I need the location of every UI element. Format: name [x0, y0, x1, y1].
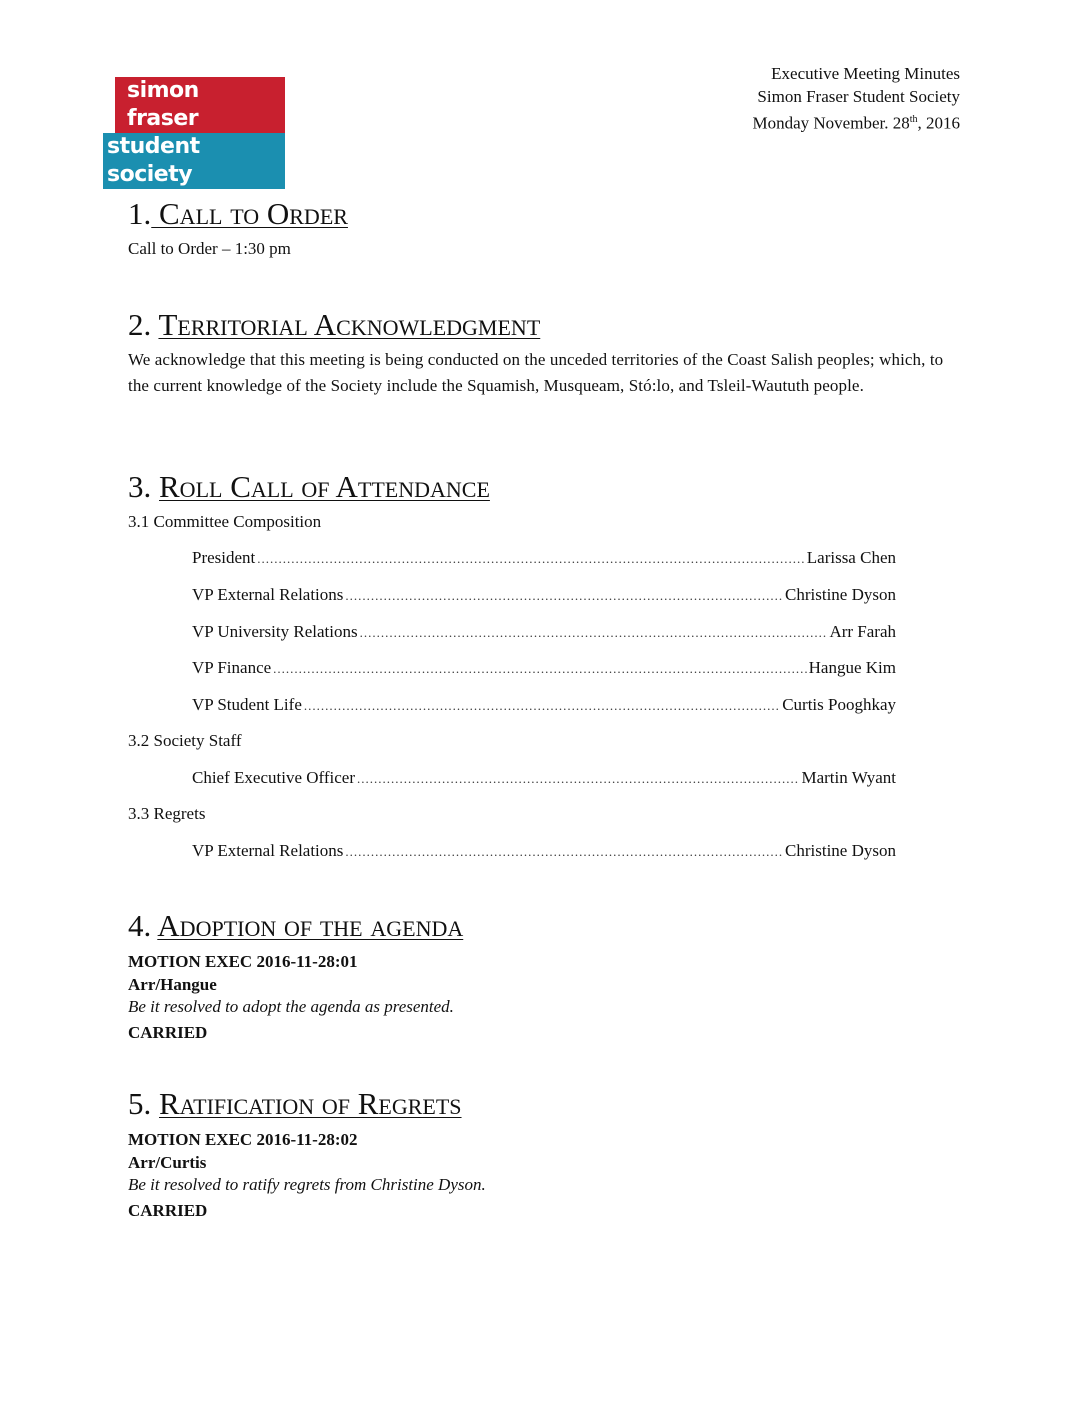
logo-line-1: simon fraser	[115, 77, 285, 133]
regrets-heading: 3.3 Regrets	[128, 804, 206, 823]
motion-result: CARRIED	[128, 1023, 208, 1042]
attendance-row	[192, 767, 896, 790]
motion-movers: Arr/Curtis	[128, 1153, 207, 1172]
attendance-name: Martin Wyant	[801, 768, 896, 787]
meeting-date: Monday November. 28th, 2016	[752, 113, 960, 133]
motion-result: CARRIED	[128, 1201, 208, 1220]
attendance-name: Christine Dyson	[785, 841, 896, 860]
attendance-name: Hangue Kim	[808, 658, 896, 677]
logo-line-2: student society	[103, 133, 285, 189]
attendance-role: Chief Executive Officer	[192, 768, 356, 787]
attendance-name: Christine Dyson	[785, 585, 896, 604]
attendance-role: VP External Relations	[192, 841, 344, 860]
organization-name: Simon Fraser Student Society	[757, 87, 960, 106]
attendance-row	[192, 547, 896, 570]
section-heading-adoption-of-agenda: 4. Adoption of the agenda	[128, 908, 464, 943]
attendance-row	[192, 840, 896, 863]
attendance-role: VP Finance	[192, 658, 272, 677]
attendance-row	[192, 621, 896, 644]
motion-movers: Arr/Hangue	[128, 975, 217, 994]
document-title: Executive Meeting Minutes	[771, 64, 960, 83]
document-header	[752, 62, 960, 135]
leader-dots	[345, 841, 783, 863]
motion-id: MOTION EXEC 2016-11-28:01	[128, 952, 358, 971]
committee-composition-heading: 3.1 Committee Composition	[128, 512, 322, 531]
attendance-name: Arr Farah	[829, 622, 896, 641]
leader-dots	[357, 768, 799, 790]
section-heading-ratification-of-regrets: 5. Ratification of Regrets	[128, 1086, 462, 1121]
attendance-name: Curtis Pooghkay	[782, 695, 896, 714]
attendance-role: VP Student Life	[192, 695, 302, 714]
section-heading-territorial-acknowledgment: 2. Territorial Acknowledgment	[128, 307, 541, 342]
leader-dots	[257, 548, 804, 570]
society-staff-heading: 3.2 Society Staff	[128, 731, 242, 750]
attendance-row	[192, 657, 896, 680]
acknowledgment-paragraph: We acknowledge that this meeting is being conducted on the unceded territories of the Coast Salish peoples; which, to the current knowledge of the Society include the Squamish, Musqueam, Stó:lo, and Tsleil-Waututh people.	[128, 350, 944, 395]
section-heading-call-to-order: 1. Call to Order	[128, 196, 348, 231]
section-heading-roll-call: 3. Roll Call of Attendance	[128, 469, 490, 504]
leader-dots	[360, 622, 828, 644]
attendance-role: President	[192, 548, 256, 567]
attendance-role: VP External Relations	[192, 585, 344, 604]
motion-id: MOTION EXEC 2016-11-28:02	[128, 1130, 358, 1149]
leader-dots	[304, 695, 780, 717]
leader-dots	[273, 658, 806, 680]
call-to-order-text: Call to Order – 1:30 pm	[128, 239, 291, 258]
attendance-row	[192, 694, 896, 717]
motion-text: Be it resolved to adopt the agenda as presented.	[128, 997, 454, 1016]
leader-dots	[345, 585, 783, 607]
attendance-name: Larissa Chen	[806, 548, 896, 567]
attendance-role: VP University Relations	[192, 622, 358, 641]
motion-text: Be it resolved to ratify regrets from Christine Dyson.	[128, 1175, 486, 1194]
sfss-logo	[103, 77, 285, 189]
attendance-row	[192, 584, 896, 607]
